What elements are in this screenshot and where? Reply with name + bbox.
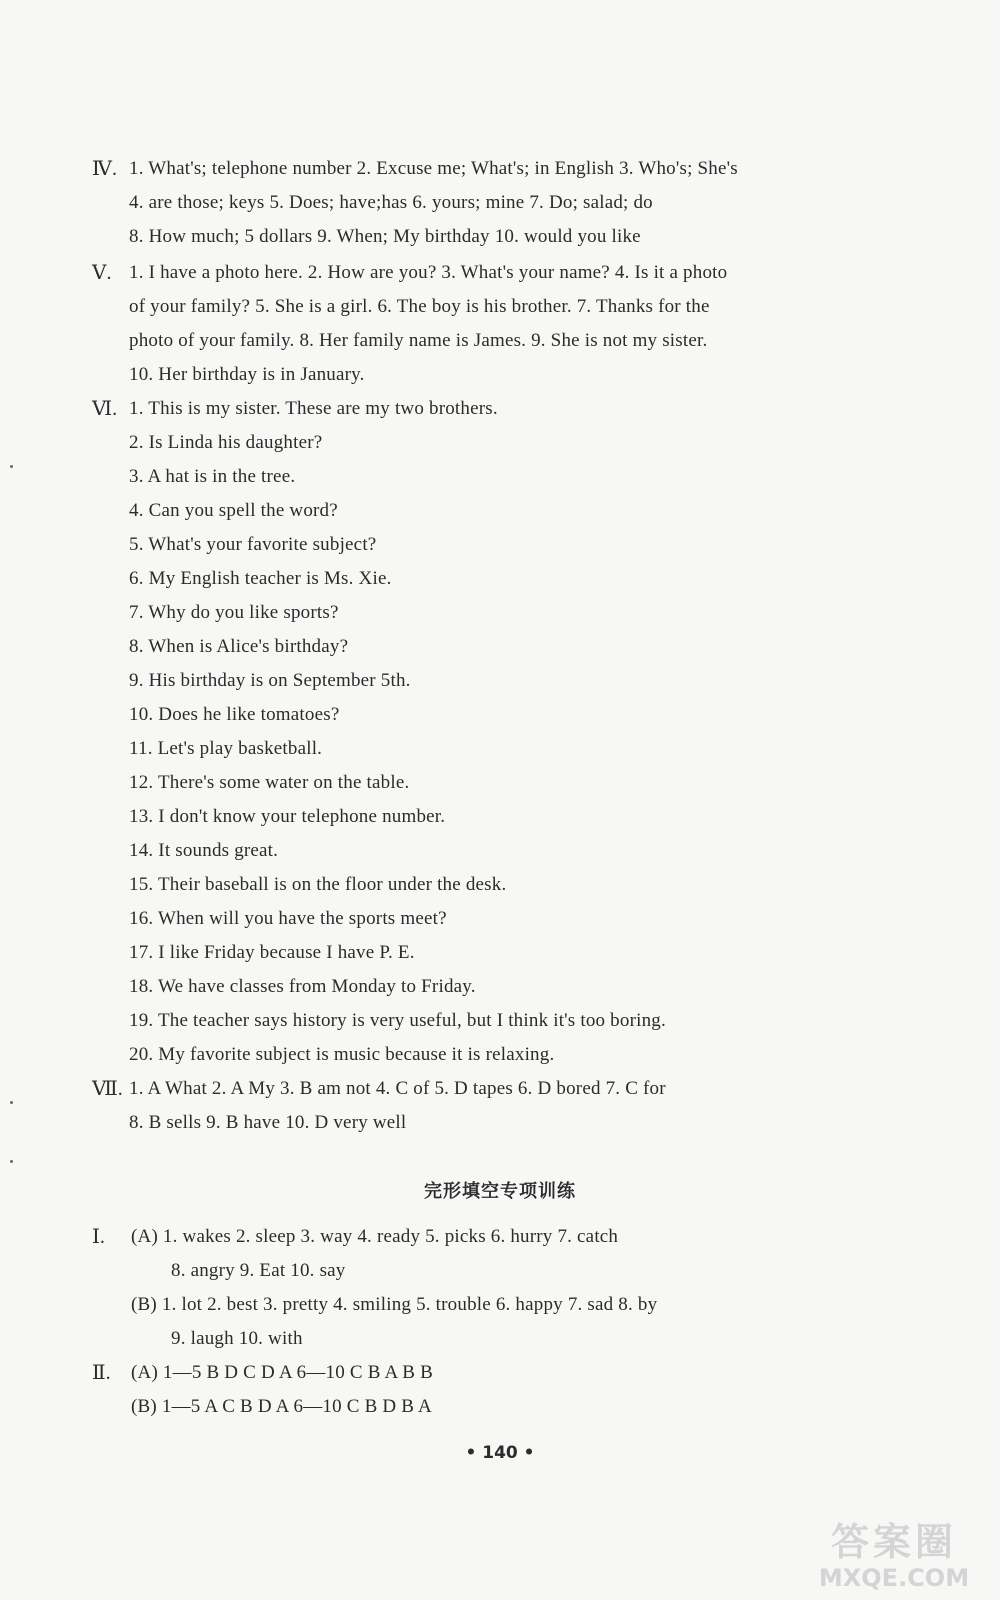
section-vi-item: 18. We have classes from Monday to Friday. xyxy=(129,976,476,997)
section-vi-numeral: Ⅵ. xyxy=(92,398,118,420)
scan-speck xyxy=(10,1101,13,1104)
section-v-line-1: 1. I have a photo here. 2. How are you? 3. What's your name? 4. Is it a photo xyxy=(129,262,728,283)
section-vi-item: 5. What's your favorite subject? xyxy=(129,534,377,555)
cloze-i-a-line-1: (A) 1. wakes 2. sleep 3. way 4. ready 5. picks 6. hurry 7. catch xyxy=(131,1226,619,1247)
cloze-i-b-line-2: 9. laugh 10. with xyxy=(171,1328,303,1349)
page-number: • 140 • xyxy=(465,1443,535,1463)
section-vii-numeral: Ⅶ. xyxy=(92,1078,123,1100)
scan-speck xyxy=(10,465,13,468)
section-iv-line-3: 8. How much; 5 dollars 9. When; My birthday 10. would you like xyxy=(129,226,641,247)
section-v-numeral: Ⅴ. xyxy=(92,262,112,284)
cloze-ii-b-line: (B) 1—5 A C B D A 6—10 C B D B A xyxy=(131,1396,432,1417)
section-vi-item: 19. The teacher says history is very useful, but I think it's too boring. xyxy=(129,1010,666,1031)
scan-speck xyxy=(10,1160,13,1163)
cloze-i-b-line-1: (B) 1. lot 2. best 3. pretty 4. smiling 5. trouble 6. happy 7. sad 8. by xyxy=(131,1294,658,1315)
section-vii-line-1: 1. A What 2. A My 3. B am not 4. C of 5. D tapes 6. D bored 7. C for xyxy=(129,1078,666,1099)
watermark-site-text: MXQE.COM xyxy=(818,1564,970,1592)
section-vi-item: 16. When will you have the sports meet? xyxy=(129,908,447,929)
section-vi-item: 4. Can you spell the word? xyxy=(129,500,338,521)
section-vi-item: 17. I like Friday because I have P. E. xyxy=(129,942,415,963)
section-v-line-4: 10. Her birthday is in January. xyxy=(129,364,365,385)
cloze-ii-a-line: (A) 1—5 B D C D A 6—10 C B A B B xyxy=(131,1362,434,1383)
section-iv-line-2: 4. are those; keys 5. Does; have;has 6. yours; mine 7. Do; salad; do xyxy=(129,192,653,213)
section-vi-item: 14. It sounds great. xyxy=(129,840,279,861)
section-vi-item: 9. His birthday is on September 5th. xyxy=(129,670,411,691)
cloze-i-numeral: Ⅰ. xyxy=(92,1226,105,1248)
section-iv-numeral: Ⅳ. xyxy=(92,158,117,180)
watermark-logo xyxy=(806,1520,982,1592)
cloze-i-a-line-2: 8. angry 9. Eat 10. say xyxy=(171,1260,346,1281)
section-vi-item: 12. There's some water on the table. xyxy=(129,772,410,793)
section-vi-item: 13. I don't know your telephone number. xyxy=(129,806,446,827)
section-vi-item: 10. Does he like tomatoes? xyxy=(129,704,340,725)
watermark-top-text: 答案圈 xyxy=(830,1520,957,1564)
section-v-line-2: of your family? 5. She is a girl. 6. The boy is his brother. 7. Thanks for the xyxy=(129,296,710,317)
section-vi-item: 8. When is Alice's birthday? xyxy=(129,636,349,657)
section-v-line-3: photo of your family. 8. Her family name is James. 9. She is not my sister. xyxy=(129,330,708,351)
section-vi-item: 2. Is Linda his daughter? xyxy=(129,432,323,453)
section-vii-line-2: 8. B sells 9. B have 10. D very well xyxy=(129,1112,407,1133)
section-vi-item: 20. My favorite subject is music because it is relaxing. xyxy=(129,1044,555,1065)
cloze-ii-numeral: Ⅱ. xyxy=(92,1362,111,1384)
section-vi-item: 7. Why do you like sports? xyxy=(129,602,339,623)
section-vi-item: 3. A hat is in the tree. xyxy=(129,466,296,487)
cloze-section-heading: 完形填空专项训练 xyxy=(424,1181,576,1202)
section-vi-item: 11. Let's play basketball. xyxy=(129,738,323,759)
section-iv-line-1: 1. What's; telephone number 2. Excuse me; What's; in English 3. Who's; She's xyxy=(129,158,738,179)
section-vi-item: 1. This is my sister. These are my two brothers. xyxy=(129,398,498,419)
section-vi-item: 15. Their baseball is on the floor under the desk. xyxy=(129,874,507,895)
section-vi-item: 6. My English teacher is Ms. Xie. xyxy=(129,568,392,589)
